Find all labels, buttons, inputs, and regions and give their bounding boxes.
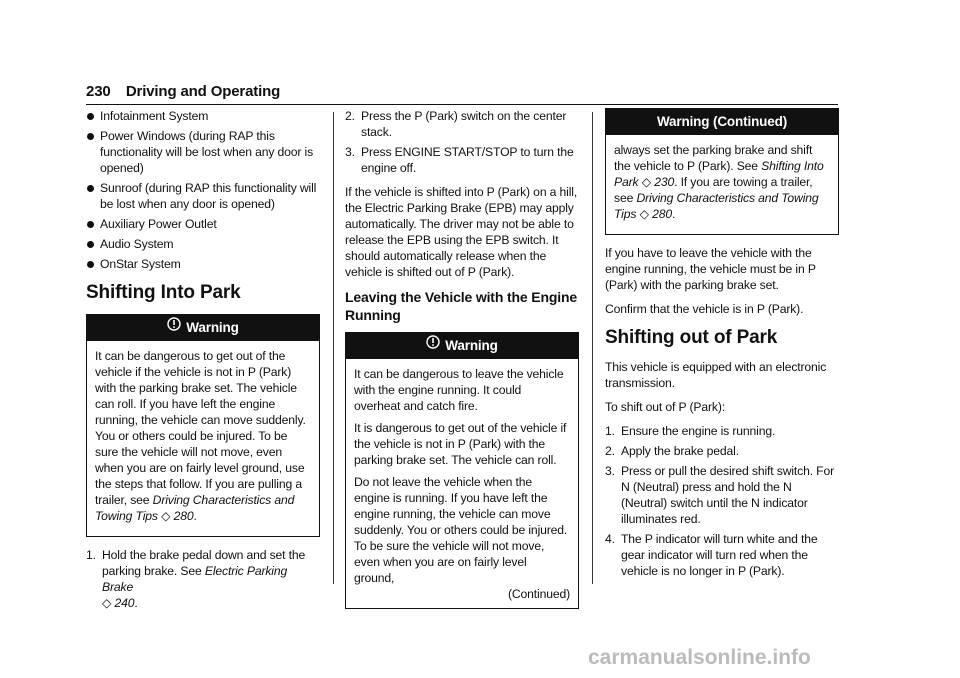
warning-icon [426, 332, 440, 358]
steps-list [345, 108, 579, 176]
page-ref-icon: ◇ [161, 509, 171, 523]
column-divider [592, 112, 593, 584]
column-2 [345, 108, 579, 619]
list-item: Auxiliary Power Outlet [86, 216, 320, 232]
continued-label: (Continued) [507, 587, 570, 601]
list-item: 3. Press ENGINE START/STOP to turn the engine off. [345, 145, 574, 175]
page-header [86, 84, 838, 105]
warning-title: Warning [186, 320, 239, 335]
warning-header [346, 333, 578, 359]
list-item: 1. Ensure the engine is running. [605, 424, 776, 438]
warning-header [87, 315, 319, 341]
warning-title: Warning [445, 338, 498, 353]
cross-reference-link[interactable]: Driving Characteristics and Towing Tips [95, 493, 295, 523]
list-item: Audio System [86, 236, 320, 252]
cross-reference-link[interactable]: Driving Characteristics and Towing Tips [614, 191, 819, 221]
warning-text: It can be dangerous to leave the vehicle with the engine running. It could overheat and catch fire. [354, 367, 564, 413]
page-ref-icon: ◇ [639, 207, 649, 221]
paragraph: Confirm that the vehicle is in P (Park). [605, 302, 804, 316]
warning-text: It is dangerous to get out of the vehicle if the vehicle is not in P (Park) with the parking brake set. The vehicle can roll. [354, 421, 567, 467]
cross-reference-link[interactable]: Shifting Into Park [614, 159, 824, 189]
page-ref: 280 [652, 207, 672, 221]
warning-icon [167, 314, 181, 340]
page-ref-icon: ◇ [641, 175, 651, 189]
warning-box [605, 108, 839, 235]
page-number: 230 [86, 83, 111, 100]
paragraph: To shift out of P (Park): [605, 400, 725, 414]
steps-list [605, 423, 839, 579]
section-heading: Shifting Into Park [86, 282, 241, 303]
list-item: OnStar System [86, 256, 320, 272]
list-item: 2. Apply the brake pedal. [605, 444, 739, 458]
warning-text: always set the parking brake and shift the vehicle to P (Park). See Shifting Into Park ◇ 230. If you are towing a trailer, see Driving Characteristics and Towing Tips ◇ 280. [614, 143, 824, 221]
paragraph: If the vehicle is shifted into P (Park) on a hill, the Electric Parking Brake (EPB) may apply automatically. The driver may not be able to release the EPB using the EPB switch. It should automatically release when the vehicle is shifted out of P (Park). [345, 185, 578, 279]
steps-list [86, 547, 320, 611]
section-heading: Shifting out of Park [605, 327, 778, 348]
section-title: Driving and Operating [125, 83, 281, 100]
column-3 [605, 108, 839, 587]
page-ref: 280 [173, 509, 194, 523]
warning-text: It can be dangerous to get out of the vehicle if the vehicle is not in P (Park) with the parking brake set. The vehicle can roll. If you have left the engine running, the vehicle can move suddenly. You or others could be injured. To be sure the vehicle will not move, even when you are on fairly level ground, use the steps that follow. If you are pulling a trailer, see Driving Characteristics and Towing Tips ◇ 280. [95, 349, 306, 523]
page-ref: 240 [114, 596, 135, 610]
cross-reference-link[interactable]: Electric Parking Brake [102, 564, 288, 594]
warning-box [345, 332, 579, 609]
paragraph: This vehicle is equipped with an electronic transmission. [605, 360, 827, 390]
column-divider [333, 112, 334, 584]
column-1 [86, 108, 320, 619]
list-item: 1. Hold the brake pedal down and set the parking brake. See Electric Parking Brake ◇ 240. [86, 548, 306, 610]
subsection-heading: Leaving the Vehicle with the Engine Running [345, 289, 578, 323]
list-item: 2. Press the P (Park) switch on the center stack. [345, 109, 567, 139]
list-item: Sunroof (during RAP this functionality will be lost when any door is opened) [86, 180, 320, 212]
feature-list [86, 108, 320, 272]
warning-header [606, 109, 838, 135]
page-ref-icon: ◇ [102, 596, 112, 610]
paragraph: If you have to leave the vehicle with the engine running, the vehicle must be in P (Park) with the parking brake set. [605, 246, 816, 292]
page-ref: 230 [654, 175, 675, 189]
warning-text: Do not leave the vehicle when the engine is running. If you have left the engine running, the vehicle can move suddenly. You or others could be injured. To be sure the vehicle will not move, even when you are on fairly level ground, [354, 475, 568, 585]
list-item: Infotainment System [86, 108, 320, 124]
list-item: 3. Press or pull the desired shift switch. For N (Neutral) press and hold the N (Neutral) switch until the N indicator illuminates red. [605, 464, 835, 526]
watermark: carmanualsonline.info [588, 646, 811, 669]
warning-box [86, 314, 320, 537]
list-item: Power Windows (during RAP this functionality will be lost when any door is opened) [86, 128, 320, 176]
list-item: 4. The P indicator will turn white and the gear indicator will turn red when the vehicle is no longer in P (Park). [605, 532, 818, 578]
warning-title: Warning (Continued) [656, 114, 788, 129]
